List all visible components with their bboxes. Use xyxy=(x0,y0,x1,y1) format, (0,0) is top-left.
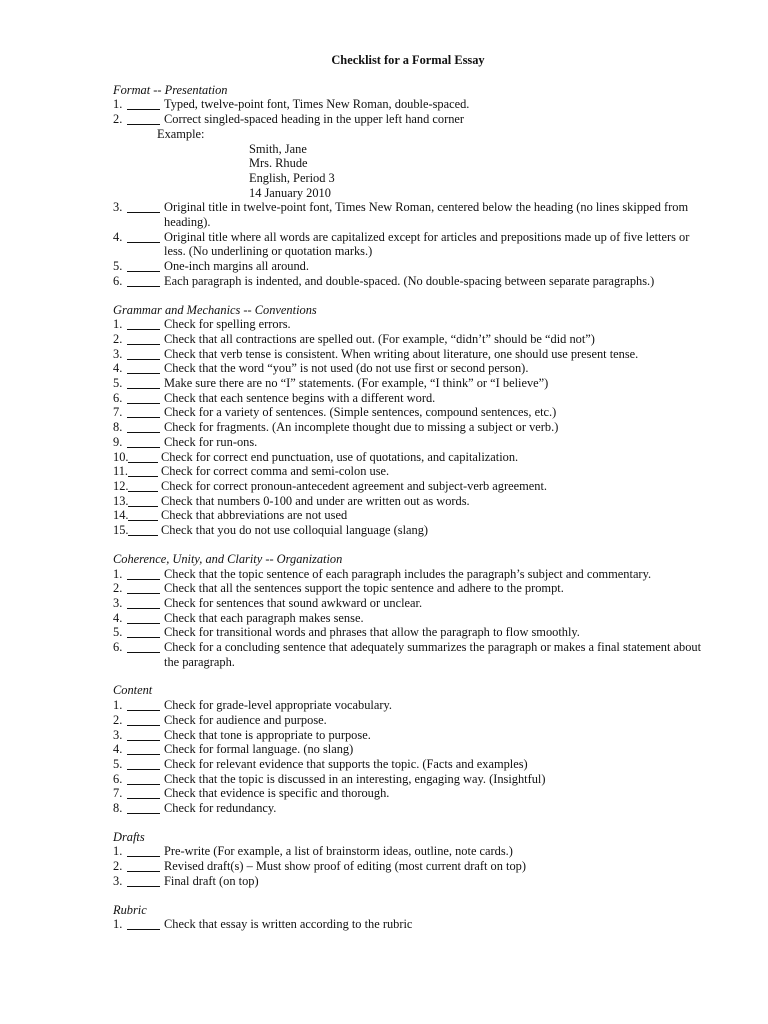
item-text: Check that verb tense is consistent. When writing about literature, one should use present tense. xyxy=(164,346,639,361)
item-text: Revised draft(s) – Must show proof of editing (most current draft on top) xyxy=(164,859,527,874)
checklist-item xyxy=(113,611,703,626)
checklist-item xyxy=(113,479,703,494)
checklist-item xyxy=(113,698,703,713)
check-blank[interactable] xyxy=(127,698,160,711)
section-heading: Drafts xyxy=(113,829,145,844)
item-text: Check for a variety of sentences. (Simple sentences, compound sentences, etc.) xyxy=(164,405,557,420)
checklist-item xyxy=(113,596,703,611)
check-blank[interactable] xyxy=(127,230,160,243)
checklist-item xyxy=(113,801,703,816)
item-number: 13. xyxy=(113,493,129,508)
check-blank[interactable] xyxy=(127,405,160,418)
checklist-item xyxy=(113,332,703,347)
section-3 xyxy=(113,683,703,815)
checklist-item xyxy=(113,274,703,289)
item-text: Check for run-ons. xyxy=(164,434,258,449)
item-text: Check that the word “you” is not used (do not use first or second person). xyxy=(164,361,529,376)
check-blank[interactable] xyxy=(127,567,160,580)
item-text: Check that tone is appropriate to purpose. xyxy=(164,727,371,742)
check-blank[interactable] xyxy=(127,317,160,330)
check-blank[interactable] xyxy=(127,361,160,374)
item-number: 4. xyxy=(113,610,123,625)
check-blank[interactable] xyxy=(127,581,160,594)
check-blank[interactable] xyxy=(127,420,160,433)
check-blank[interactable] xyxy=(128,523,158,536)
example-line: English, Period 3 xyxy=(249,170,335,185)
item-text: Correct singled-spaced heading in the upper left hand corner xyxy=(164,112,465,127)
item-number: 15. xyxy=(113,523,129,538)
checklist-item xyxy=(113,200,703,229)
item-number: 5. xyxy=(113,756,123,771)
check-blank[interactable] xyxy=(128,464,158,477)
checklist-item xyxy=(113,859,703,874)
item-number: 3. xyxy=(113,200,123,215)
item-text: Check for correct pronoun-antecedent agreement and subject-verb agreement. xyxy=(161,478,547,493)
checklist-item xyxy=(113,844,703,859)
item-text: Check that all contractions are spelled out. (For example, “didn’t” should be “did not”) xyxy=(164,331,595,346)
checklist-item xyxy=(113,772,703,787)
item-number: 9. xyxy=(113,434,123,449)
checklist-item xyxy=(113,450,703,465)
item-text: Pre-write (For example, a list of brainstorm ideas, outline, note cards.) xyxy=(164,844,513,859)
section-heading: Content xyxy=(113,683,153,698)
check-blank[interactable] xyxy=(127,112,160,125)
check-blank[interactable] xyxy=(127,874,160,887)
item-text: Check for correct end punctuation, use of quotations, and capitalization. xyxy=(161,449,519,464)
item-text: Check that the topic is discussed in an interesting, engaging way. (Insightful) xyxy=(164,771,546,786)
item-number: 4. xyxy=(113,229,123,244)
item-number: 5. xyxy=(113,625,123,640)
item-number: 1. xyxy=(113,97,123,112)
checklist-item xyxy=(113,347,703,362)
check-blank[interactable] xyxy=(127,772,160,785)
check-blank[interactable] xyxy=(128,494,158,507)
item-number: 3. xyxy=(113,595,123,610)
section-heading: Format -- Presentation xyxy=(113,82,228,97)
item-number: 5. xyxy=(113,376,123,391)
item-number: 6. xyxy=(113,273,123,288)
check-blank[interactable] xyxy=(127,640,160,653)
item-number: 3. xyxy=(113,346,123,361)
document-title: Checklist for a Formal Essay xyxy=(331,53,485,67)
item-text: Check for a concluding sentence that adequately summarizes the paragraph or makes a final statement about the paragraph. xyxy=(164,640,702,669)
item-text: Check for relevant evidence that supports the topic. (Facts and examples) xyxy=(164,756,528,771)
item-number: 1. xyxy=(113,566,123,581)
section-0 xyxy=(113,83,703,289)
check-blank[interactable] xyxy=(127,917,160,930)
checklist-item xyxy=(113,464,703,479)
checklist-item xyxy=(113,376,703,391)
check-blank[interactable] xyxy=(127,274,160,287)
item-number: 4. xyxy=(113,361,123,376)
section-heading: Rubric xyxy=(113,902,147,917)
item-number: 14. xyxy=(113,508,129,523)
checklist-item xyxy=(113,494,703,509)
check-blank[interactable] xyxy=(127,625,160,638)
item-text: Check that evidence is specific and thorough. xyxy=(164,786,390,801)
checklist-item xyxy=(113,742,703,757)
checklist-item xyxy=(113,728,703,743)
item-text: Typed, twelve-point font, Times New Roman, double-spaced. xyxy=(164,97,470,112)
checklist-item xyxy=(113,917,703,932)
item-text: Check that essay is written according to the rubric xyxy=(164,917,413,932)
item-text: Check that you do not use colloquial language (slang) xyxy=(161,523,429,538)
example-heading-block xyxy=(113,142,703,201)
item-text: Check that each sentence begins with a different word. xyxy=(164,390,436,405)
section-5 xyxy=(113,903,703,932)
check-blank[interactable] xyxy=(127,786,160,799)
item-text: Check for formal language. (no slang) xyxy=(164,742,354,757)
checklist-item xyxy=(113,405,703,420)
item-text: Check that all the sentences support the topic sentence and adhere to the prompt. xyxy=(164,581,564,596)
item-number: 4. xyxy=(113,742,123,757)
check-blank[interactable] xyxy=(127,728,160,741)
item-number: 8. xyxy=(113,420,123,435)
item-text: One-inch margins all around. xyxy=(164,259,309,274)
checklist-item xyxy=(113,230,703,259)
item-number: 2. xyxy=(113,859,123,874)
check-blank[interactable] xyxy=(127,742,160,755)
section-2 xyxy=(113,552,703,670)
item-text: Check for sentences that sound awkward or unclear. xyxy=(164,595,423,610)
checklist-item xyxy=(113,420,703,435)
item-number: 6. xyxy=(113,771,123,786)
check-blank[interactable] xyxy=(127,713,160,726)
item-number: 3. xyxy=(113,873,123,888)
checklist-item xyxy=(113,112,703,127)
checklist-item xyxy=(113,567,703,582)
item-text: Original title where all words are capitalized except for articles and prepositions made up of five letters or less. (No underlining or quotation marks.) xyxy=(164,229,690,259)
item-text: Check for audience and purpose. xyxy=(164,712,327,727)
section-heading: Coherence, Unity, and Clarity -- Organization xyxy=(113,551,343,566)
item-text: Check that abbreviations are not used xyxy=(161,508,348,523)
item-number: 11. xyxy=(113,464,129,479)
checklist-item xyxy=(113,625,703,640)
item-number: 10. xyxy=(113,449,129,464)
check-blank[interactable] xyxy=(128,450,158,463)
item-text: Check that each paragraph makes sense. xyxy=(164,610,364,625)
item-number: 2. xyxy=(113,112,123,127)
section-heading: Grammar and Mechanics -- Conventions xyxy=(113,302,317,317)
item-number: 12. xyxy=(113,478,129,493)
item-text: Check that numbers 0-100 and under are written out as words. xyxy=(161,493,470,508)
item-number: 7. xyxy=(113,405,123,420)
item-number: 5. xyxy=(113,259,123,274)
item-text: Each paragraph is indented, and double-spaced. (No double-spacing between separate paragraphs.) xyxy=(164,273,655,288)
checklist-item xyxy=(113,757,703,772)
example-line: Smith, Jane xyxy=(249,141,307,156)
check-blank[interactable] xyxy=(127,757,160,770)
document xyxy=(113,53,703,946)
check-blank[interactable] xyxy=(127,332,160,345)
checklist-item xyxy=(113,97,703,112)
checklist-item xyxy=(113,640,703,669)
item-number: 1. xyxy=(113,317,123,332)
item-text: Check for correct comma and semi-colon use. xyxy=(161,464,390,479)
checklist-item xyxy=(113,713,703,728)
item-text: Make sure there are no “I” statements. (For example, “I think” or “I believe”) xyxy=(164,376,549,391)
example-line: 14 January 2010 xyxy=(249,185,331,200)
item-text: Final draft (on top) xyxy=(164,873,259,888)
section-1 xyxy=(113,303,703,538)
check-blank[interactable] xyxy=(127,844,160,857)
check-blank[interactable] xyxy=(128,479,158,492)
checklist-item xyxy=(113,874,703,889)
item-text: Check for redundancy. xyxy=(164,801,277,816)
check-blank[interactable] xyxy=(127,259,160,272)
item-number: 6. xyxy=(113,640,123,655)
item-number: 2. xyxy=(113,331,123,346)
item-number: 1. xyxy=(113,698,123,713)
item-number: 8. xyxy=(113,801,123,816)
checklist-item xyxy=(113,523,703,538)
check-blank[interactable] xyxy=(128,508,158,521)
item-text: Check for grade-level appropriate vocabulary. xyxy=(164,698,392,713)
checklist-item xyxy=(113,391,703,406)
checklist-item xyxy=(113,508,703,523)
item-text: Check for spelling errors. xyxy=(164,317,291,332)
item-number: 1. xyxy=(113,844,123,859)
item-text: Check for transitional words and phrases that allow the paragraph to flow smoothly. xyxy=(164,625,580,640)
check-blank[interactable] xyxy=(127,200,160,213)
check-blank[interactable] xyxy=(127,347,160,360)
check-blank[interactable] xyxy=(127,97,160,110)
check-blank[interactable] xyxy=(127,596,160,609)
example-label: Example: xyxy=(157,126,205,141)
checklist-item xyxy=(113,581,703,596)
item-number: 3. xyxy=(113,727,123,742)
item-text: Check for fragments. (An incomplete thought due to missing a subject or verb.) xyxy=(164,420,559,435)
example-line: Mrs. Rhude xyxy=(249,156,308,171)
checklist-item xyxy=(113,435,703,450)
item-text: Check that the topic sentence of each paragraph includes the paragraph’s subject and commentary. xyxy=(164,566,652,581)
check-blank[interactable] xyxy=(127,376,160,389)
item-number: 6. xyxy=(113,390,123,405)
checklist-item xyxy=(113,259,703,274)
check-blank[interactable] xyxy=(127,435,160,448)
item-number: 2. xyxy=(113,712,123,727)
check-blank[interactable] xyxy=(127,801,160,814)
checklist-item xyxy=(113,317,703,332)
item-number: 7. xyxy=(113,786,123,801)
item-number: 1. xyxy=(113,917,123,932)
section-4 xyxy=(113,830,703,889)
check-blank[interactable] xyxy=(127,391,160,404)
check-blank[interactable] xyxy=(127,611,160,624)
checklist-item xyxy=(113,786,703,801)
item-text: Original title in twelve-point font, Times New Roman, centered below the heading (no lines skipped from heading). xyxy=(164,200,689,230)
item-number: 2. xyxy=(113,581,123,596)
sections-container xyxy=(113,83,703,932)
check-blank[interactable] xyxy=(127,859,160,872)
checklist-item xyxy=(113,361,703,376)
